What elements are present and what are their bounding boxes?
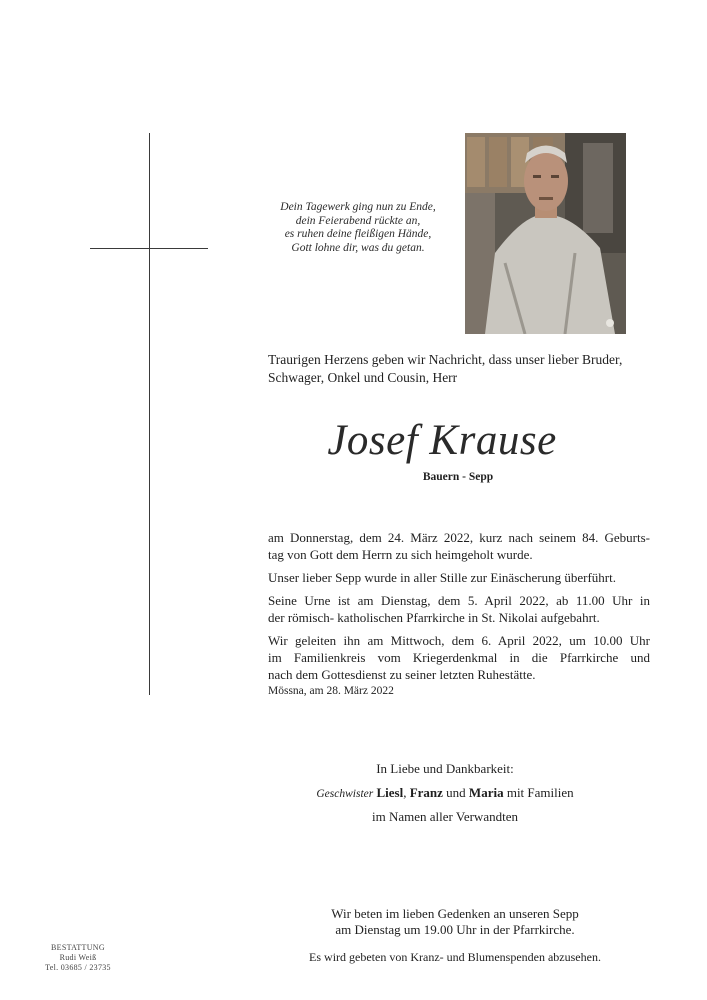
siblings-label: Geschwister xyxy=(316,788,374,800)
prayer-time: am Dienstag um 19.00 Uhr in der Pfarrkirche. xyxy=(335,922,575,937)
poem-line: dein Feierabend rückte an, xyxy=(295,214,421,227)
separator: und xyxy=(442,785,469,800)
prayer-line: Wir beten im lieben Gedenken an unseren Sepp xyxy=(331,906,579,921)
signature-relatives: im Namen aller Verwandten xyxy=(372,809,518,824)
signature-intro: In Liebe und Dankbarkeit: xyxy=(376,761,514,776)
funeral-home-stamp xyxy=(38,943,118,973)
intro-line: Schwager, Onkel und Cousin, Herr xyxy=(268,370,458,385)
paragraph-line: Wir geleiten ihn am Mittwoch, dem 6. April 2022, um 10.00 Uhr xyxy=(268,633,650,648)
paragraph-line: Seine Urne ist am Dienstag, dem 5. April 2022, ab 11.00 Uhr in xyxy=(268,593,650,608)
announcement-body xyxy=(268,529,650,689)
separator: , xyxy=(403,785,410,800)
paragraph xyxy=(268,592,650,626)
poem-line: Gott lohne dir, was du getan. xyxy=(291,241,425,254)
poem-line: es ruhen deine fleißigen Hände, xyxy=(284,228,432,240)
cross-vertical-bar xyxy=(149,133,150,695)
stamp-line: BESTATTUNG xyxy=(51,943,105,952)
stamp-line: Rudi Weiß xyxy=(59,953,97,962)
paragraph-line: tag von Gott dem Herrn zu sich heimgeholt wurde. xyxy=(268,547,533,562)
deceased-name: Josef Krause xyxy=(327,417,557,464)
paragraph-line: Unser lieber Sepp wurde in aller Stille zur Einäscherung überführt. xyxy=(268,570,616,585)
portrait-photo xyxy=(465,133,626,334)
deceased-nickname: Bauern - Sepp xyxy=(422,471,494,483)
signature-rest: mit Familien xyxy=(503,785,574,800)
paragraph-line: der römisch- katholischen Pfarrkirche in St. Nikolai aufgebahrt. xyxy=(268,610,600,625)
place-date: Mössna, am 28. März 2022 xyxy=(268,685,394,697)
paragraph xyxy=(268,529,650,563)
intro-text xyxy=(268,351,643,387)
paragraph-line: am Donnerstag, dem 24. März 2022, kurz nach seinem 84. Geburts- xyxy=(268,530,650,545)
poem xyxy=(268,201,448,255)
paragraph-line: nach dem Gottesdienst zu seiner letzten Ruhestätte. xyxy=(268,667,536,682)
cross-horizontal-bar xyxy=(90,248,208,249)
sibling-name: Franz xyxy=(409,785,443,800)
paragraph xyxy=(268,632,650,683)
stamp-line: Tel. 03685 / 23735 xyxy=(45,963,111,972)
signature-family xyxy=(290,784,600,803)
flowers-note: Es wird gebeten von Kranz- und Blumenspenden abzusehen. xyxy=(309,950,601,964)
paragraph xyxy=(268,569,650,586)
poem-line: Dein Tagewerk ging nun zu Ende, xyxy=(280,201,436,213)
sibling-name: Liesl xyxy=(376,785,404,800)
paragraph-line: im Familienkreis vom Kriegerdenkmal in die Pfarrkirche und xyxy=(268,650,650,665)
intro-line: Traurigen Herzens geben wir Nachricht, dass unser lieber Bruder, xyxy=(268,352,623,367)
sibling-name: Maria xyxy=(468,785,504,800)
